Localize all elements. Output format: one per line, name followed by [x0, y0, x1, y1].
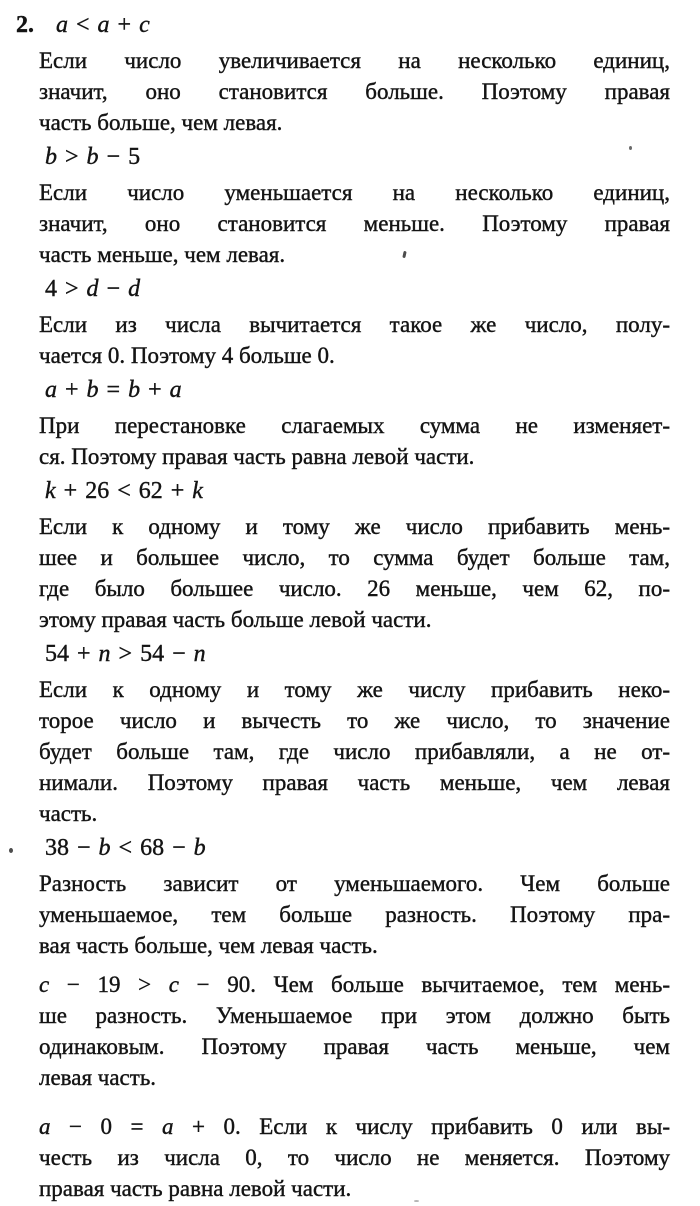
- explanation-paragraph: [39, 674, 670, 829]
- text-line: ся. Поэтому правая часть равна левой части.: [39, 444, 475, 469]
- explanation-paragraph: [39, 309, 670, 371]
- text-line: правая часть равна левой части.: [39, 1176, 352, 1201]
- scan-speck: [629, 146, 632, 150]
- text-line: левая часть.: [39, 1065, 157, 1090]
- text-line: часть меньше, чем левая.: [39, 242, 286, 267]
- formula-text: k + 26 < 62 + k: [45, 478, 203, 504]
- explanation-paragraph: [39, 868, 670, 961]
- text-line: уменьшаемое, тем больше разность. Поэтому пра-: [39, 902, 670, 927]
- text-line: нимали. Поэтому правая часть меньше, чем левая: [39, 770, 670, 795]
- formula-text: a < a + c: [56, 12, 150, 38]
- solution-text-blocks: [16, 10, 671, 1204]
- math-expression: [39, 142, 670, 173]
- math-expression: [39, 274, 670, 305]
- text-line: честь из числа 0, то число не меняется. Поэтому: [39, 1145, 670, 1170]
- formula-text: 54 + n > 54 − n: [45, 641, 206, 667]
- formula-text: a + b = b + a: [45, 377, 182, 403]
- scan-speck: [414, 1200, 419, 1202]
- text-line: чается 0. Поэтому 4 больше 0.: [39, 343, 335, 368]
- text-line: Если к одному и тому же число прибавить мень-: [39, 514, 670, 539]
- formula-text: 4 > d − d: [45, 276, 141, 302]
- text-line: будет больше там, где число прибавляли, а не от-: [39, 739, 670, 764]
- text-line: вая часть больше, чем левая часть.: [39, 933, 378, 958]
- text-line: часть.: [39, 801, 98, 826]
- text-line: Если число уменьшается на несколько единиц,: [39, 180, 670, 205]
- explanation-paragraph: [39, 511, 670, 635]
- text-line: Если к одному и тому же числу прибавить неко-: [39, 677, 670, 702]
- explanation-paragraph: [39, 177, 670, 270]
- math-expression: [16, 10, 670, 41]
- text-line: часть больше, чем левая.: [39, 110, 283, 135]
- text-line: ше разность. Уменьшаемое при этом должно быть: [39, 1003, 670, 1028]
- text-line: a − 0 = a + 0. Если к числу прибавить 0 или вы-: [39, 1114, 670, 1139]
- item-number: 2.: [16, 12, 34, 38]
- text-line: Если число увеличивается на несколько единиц,: [39, 48, 670, 73]
- text-line: торое число и вычесть то же число, то значение: [39, 708, 670, 733]
- math-expression: [39, 639, 670, 670]
- text-line: одинаковым. Поэтому правая часть меньше, чем: [39, 1034, 670, 1059]
- formula-text: 38 − b < 68 − b: [45, 835, 206, 861]
- explanation-paragraph: [39, 45, 670, 138]
- text-line: Если из числа вычитается такое же число, полу-: [39, 312, 670, 337]
- text-line: c − 19 > c − 90. Чем больше вычитаемое, тем мень-: [39, 972, 671, 997]
- text-line: шее и большее число, то сумма будет больше там,: [39, 545, 670, 570]
- formula-text: b > b − 5: [45, 144, 141, 170]
- explanation-paragraph: [39, 410, 670, 472]
- scan-speck: [9, 848, 13, 853]
- math-expression: [39, 375, 670, 406]
- explanation-paragraph: [39, 969, 670, 1093]
- text-line: значит, оно становится больше. Поэтому правая: [39, 79, 670, 104]
- math-expression: [39, 476, 670, 507]
- text-line: значит, оно становится меньше. Поэтому правая: [39, 211, 670, 236]
- explanation-paragraph: [39, 1111, 670, 1204]
- math-expression: [39, 833, 670, 864]
- text-line: где было большее число. 26 меньше, чем 62, по-: [39, 576, 670, 601]
- text-line: Разность зависит от уменьшаемого. Чем больше: [39, 871, 670, 896]
- text-line: При перестановке слагаемых сумма не изменяет-: [39, 413, 670, 438]
- text-line: этому правая часть больше левой части.: [39, 607, 432, 632]
